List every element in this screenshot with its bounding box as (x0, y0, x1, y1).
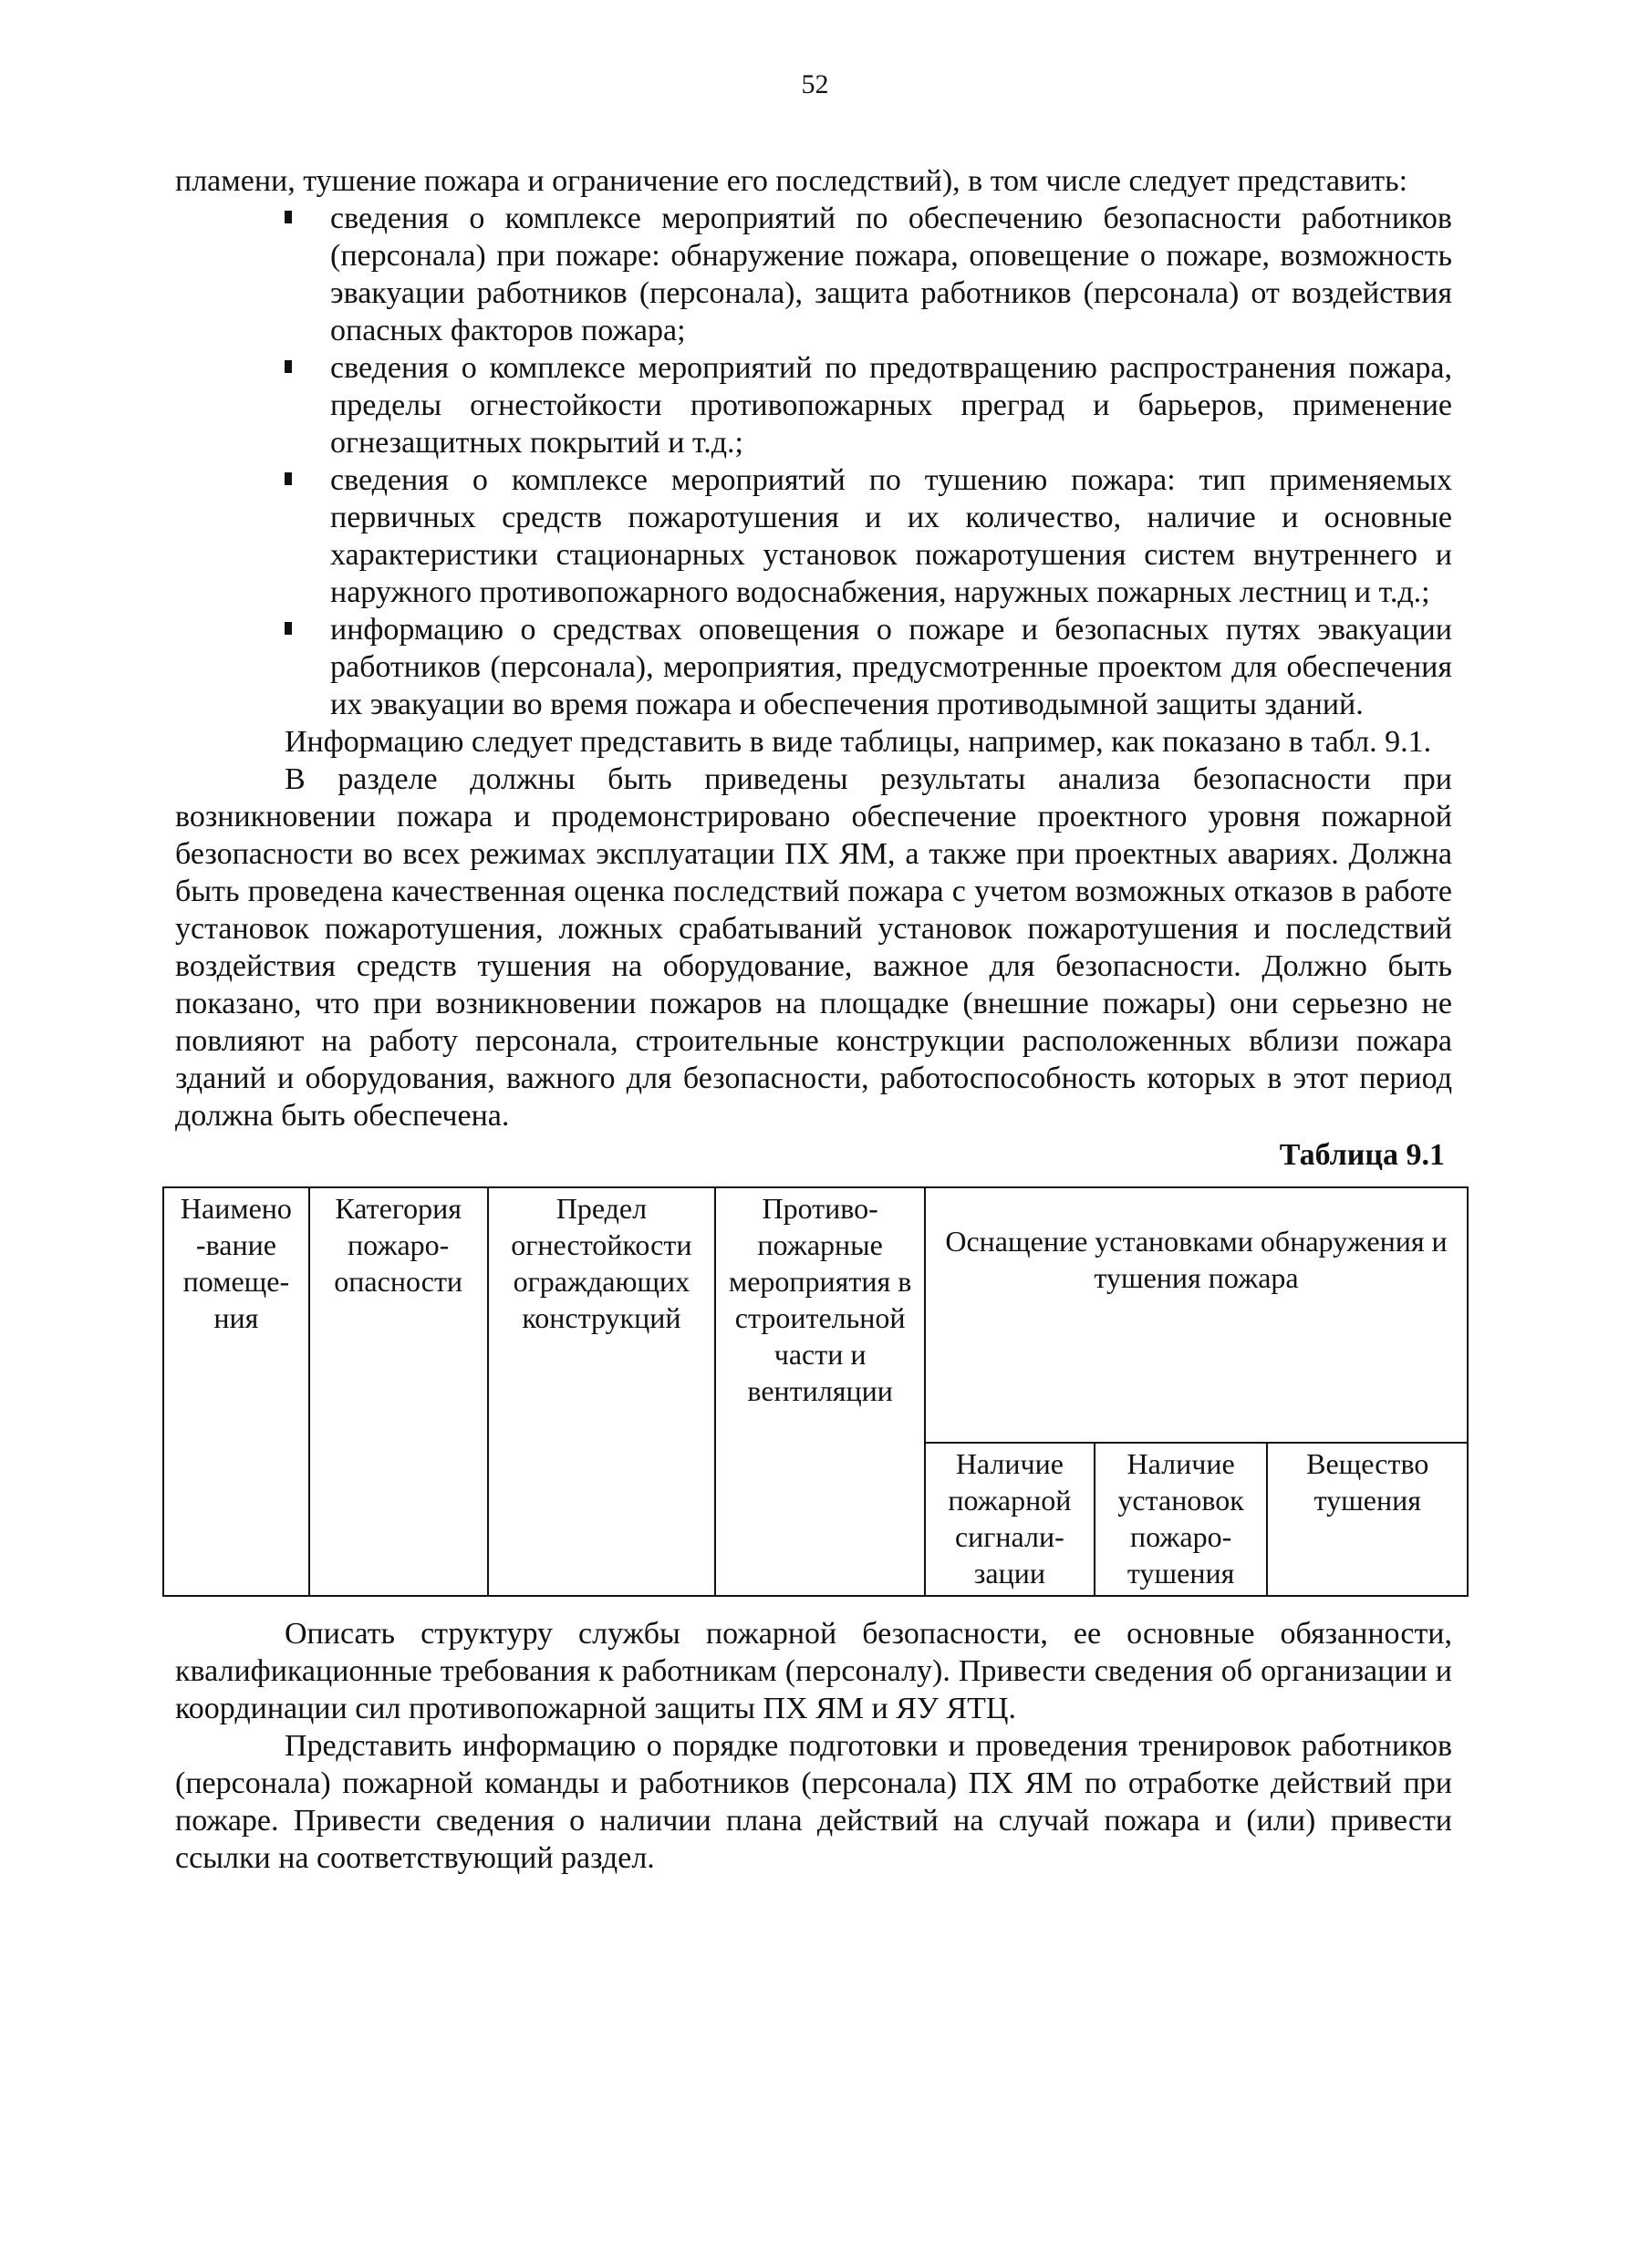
header-room-name: Наимено -вание помеще- ния (163, 1187, 309, 1596)
bullet-icon (285, 472, 292, 485)
analysis-paragraph: В разделе должны быть приведены результаты анализа безопасности при возникновении пожара и продемонстрировано обеспечение проектного уровня пожарной безопасности во всех режимах эксплуатации ПХ ЯМ, а также при проектных авариях. Должна быть проведена качественная оценка последствий пожара с учетом возможных отказов в работе установок пожаротушения, ложных срабатываний установок пожаротушения и последствий воздействия средств тушения на оборудование, важное для безопасности. Должно быть показано, что при возникновении пожаров на площадке (внешние пожары) они серьезно не повлияют на работу персонала, строительные конструкции расположенных вблизи пожара зданий и оборудования, важного для безопасности, работоспособность которых в этот период должна быть обеспечена. (175, 762, 1452, 1133)
page-number: 52 (801, 69, 829, 99)
measures-list (175, 200, 1452, 723)
list-item: информацию о средствах оповещения о пожаре и безопасных путях эвакуации работников (персонала), мероприятия, предусмотренные проектом для обеспечения их эвакуации во время пожара и обеспечения противодымной защиты зданий. (330, 611, 1452, 723)
intro-paragraph: пламени, тушение пожара и ограничение его последствий), в том числе следует представить: (175, 164, 1408, 198)
fire-safety-table (162, 1186, 1469, 1597)
bullet-icon (285, 360, 292, 373)
header-fire-measures: Противо- пожарные мероприятия в строительной части и вентиляции (715, 1187, 925, 1596)
header-equipment: Оснащение установками обнаружения и тушения пожара (925, 1187, 1468, 1443)
header-fire-alarm: Наличие пожарной сигнали- зации (925, 1443, 1095, 1596)
bullet-icon (285, 622, 292, 635)
header-extinguishing-agent: Вещество тушения (1267, 1443, 1468, 1596)
training-paragraph: Представить информацию о порядке подготовки и проведения тренировок работников (персонала) пожарной команды и работников (персонала) ПХ ЯМ по отработке действий при пожаре. Привести сведения о наличии плана действий на случай пожара и (или) привести ссылки на соответствующий раздел. (175, 1729, 1452, 1875)
list-item: сведения о комплексе мероприятий по обеспечению безопасности работников (персонала) при пожаре: обнаружение пожара, оповещение о пожаре, возможность эвакуации работников (персонала), защита работников (персонала) от воздействия опасных факторов пожара; (330, 200, 1452, 349)
table-note-paragraph: Информацию следует представить в виде таблицы, например, как показано в табл. 9.1. (285, 725, 1432, 759)
header-fire-category: Категория пожаро- опасности (309, 1187, 488, 1596)
header-extinguishing-installations: Наличие установок пожаро- тушения (1095, 1443, 1268, 1596)
list-item: сведения о комплексе мероприятий по тушению пожара: тип применяемых первичных средств пожаротушения и их количество, наличие и основные характеристики стационарных установок пожаротушения систем внутреннего и наружного противопожарного водоснабжения, наружных пожарных лестниц и т.д.; (330, 461, 1452, 611)
header-fire-resistance-limit: Предел огнестойкости ограждающих конструкций (488, 1187, 716, 1596)
bullet-icon (285, 211, 292, 223)
service-paragraph: Описать структуру службы пожарной безопасности, ее основные обязанности, квалификационные требования к работникам (персоналу). Привести сведения об организации и координации сил противопожарной защиты ПХ ЯМ и ЯУ ЯТЦ. (175, 1617, 1452, 1725)
table-caption: Таблица 9.1 (1279, 1138, 1445, 1172)
list-item: сведения о комплексе мероприятий по предотвращению распространения пожара, пределы огнестойкости противопожарных преград и барьеров, применение огнезащитных покрытий и т.д.; (330, 349, 1452, 461)
document-body (175, 162, 1452, 1877)
